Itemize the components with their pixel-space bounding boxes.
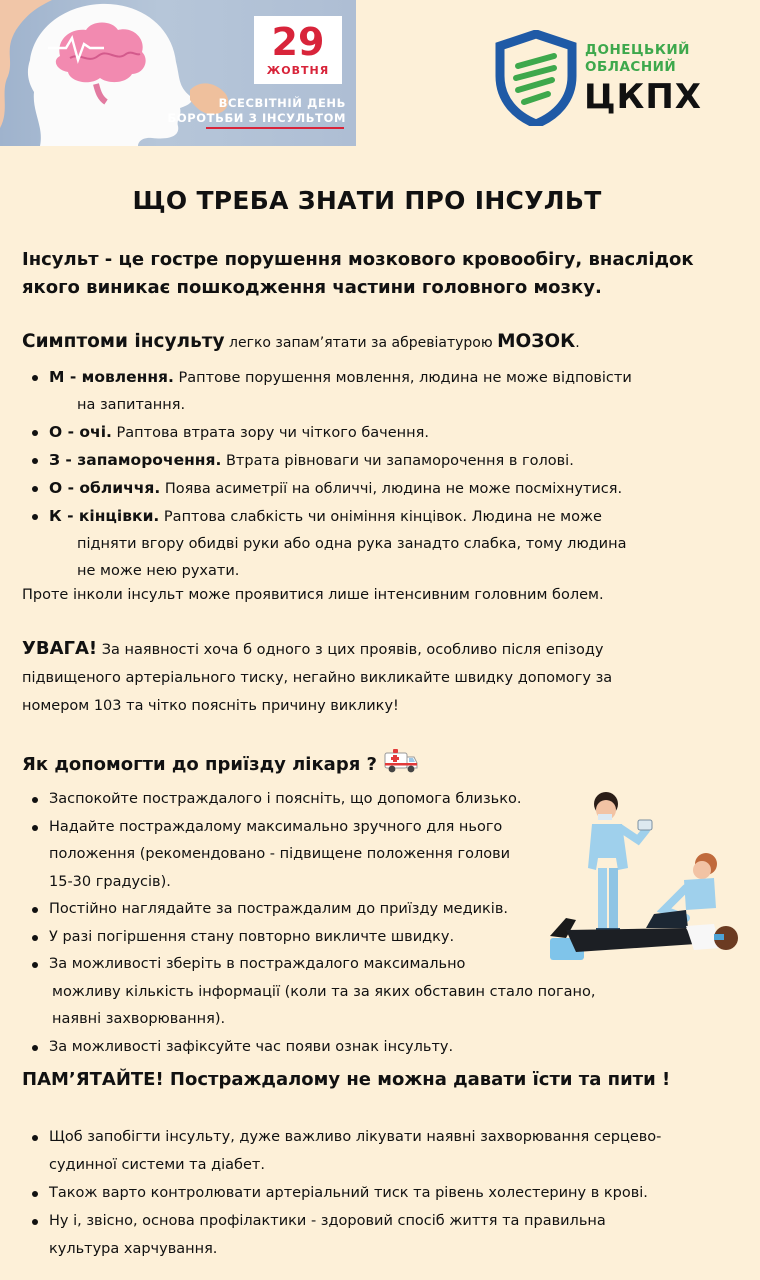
logo-line2: ОБЛАСНИЙ [585,59,677,75]
list-item: Також варто контролювати артеріальний тиск та рівень холестерину в крові. [22,1179,752,1207]
help-text: положення (рекомендовано - підвищене положення голови [49,846,511,862]
paramedics-illustration [536,788,746,988]
warning-label: УВАГА! [22,638,98,659]
help-text: Надайте постраждалому максимально зручного для нього [49,818,503,835]
help-title [22,747,419,779]
prevention-list [22,1123,752,1263]
symptom-term: О - обличчя. [49,479,161,497]
list-item: Заспокойте постраждалого і поясніть, що допомога близько. [22,786,742,814]
shield-logo-icon [494,30,578,126]
symptoms-intro-text: легко запам’ятати за абревіатурою [224,335,498,351]
help-text: За можливості зберіть в постраждалого максимально [49,956,466,972]
symptoms-acronym: МОЗОК [497,331,576,352]
symptom-text: Раптова втрата зору чи чіткого бачення. [111,425,429,441]
list-item [22,1207,752,1263]
help-title-text: Як допомогти до приїзду лікаря ? [22,754,377,775]
symptom-term: К - кінцівки. [49,507,160,525]
list-item [22,503,732,585]
symptom-text: на запитання. [77,397,186,413]
date-card [254,16,342,84]
list-item [22,1123,752,1179]
symptoms-list [22,364,732,585]
banner-title [146,96,346,126]
symptoms-intro-end: . [575,335,580,351]
ambulance-icon [383,747,419,775]
prevention-text: Ну і, звісно, основа профілактики - здоровий спосіб життя та правильна [49,1213,606,1229]
organization-logo [494,30,714,130]
list-item [22,447,732,475]
header-banner [0,0,356,146]
page-title: ЩО ТРЕБА ЗНАТИ ПРО ІНСУЛЬТ [132,186,602,215]
date-day: 29 [271,20,325,64]
banner-title-line2: БОРОТЬБИ З ІНСУЛЬТОМ [167,111,346,125]
logo-line1: ДОНЕЦЬКИЙ [585,42,690,58]
headache-note: Проте інколи інсульт може проявитися лише інтенсивним головним болем. [22,587,604,603]
symptom-text: не може нею рухати. [77,563,240,579]
prevention-text: культура харчування. [49,1241,218,1257]
symptom-text: Поява асиметрії на обличчі, людина не може посміхнутися. [160,481,623,497]
date-month: ЖОВТНЯ [266,64,330,77]
symptoms-intro-bold: Симптоми інсульту [22,331,225,352]
warning-line2: підвищеного артеріального тиску, негайно викликайте швидку допомогу за [22,670,613,686]
list-item [22,475,732,503]
symptoms-intro [22,329,580,356]
list-item: У разі погіршення стану повторно викличте швидку. [22,924,742,952]
warning-line1 [22,635,738,664]
symptom-term: З - запаморочення. [49,451,222,469]
list-item [22,419,732,447]
list-item: За можливості зафіксуйте час появи ознак інсульту. [22,1034,742,1062]
help-text: 15-30 градусів). [49,873,171,890]
list-item: Постійно наглядайте за постраждалим до приїзду медиків. [22,896,742,924]
help-text: можливу кількість інформації (коли та за яких обставин стало погано, [52,983,596,1000]
logo-line3: ЦКПХ [584,77,703,117]
warning-text: За наявності хоча б одного з цих проявів, особливо після епізоду [97,642,604,658]
banner-underline [206,127,344,129]
help-text: наявні захворювання). [52,1011,226,1027]
prevention-text: судинної системи та діабет. [49,1157,265,1173]
symptom-text: Втрата рівноваги чи запаморочення в голові. [221,453,574,469]
warning-block [22,635,738,720]
symptom-term: О - очі. [49,423,112,441]
list-item [22,364,732,419]
symptom-term: М - мовлення. [49,368,174,386]
symptom-text: Раптове порушення мовлення, людина не може відповісти [173,370,632,386]
prevention-text: Щоб запобігти інсульту, дуже важливо лікувати наявні захворювання серцево- [49,1129,662,1145]
warning-line3: номером 103 та чітко поясніть причину виклику! [22,698,399,714]
symptom-text: підняти вгору обидві руки або одна рука занадто слабка, тому людина [77,536,627,552]
symptom-text: Раптова слабкість чи оніміння кінцівок. Людина не може [159,509,602,525]
stroke-definition: Інсульт - це гостре порушення мозкового кровообігу, внаслідок якого виникає пошкодження частини головного мозку. [22,249,694,298]
banner-title-line1: ВСЕСВІТНІЙ ДЕНЬ [218,96,346,110]
remember-warning: ПАМ’ЯТАЙТЕ! Постраждалому не можна давати їсти та пити ! [22,1069,671,1090]
